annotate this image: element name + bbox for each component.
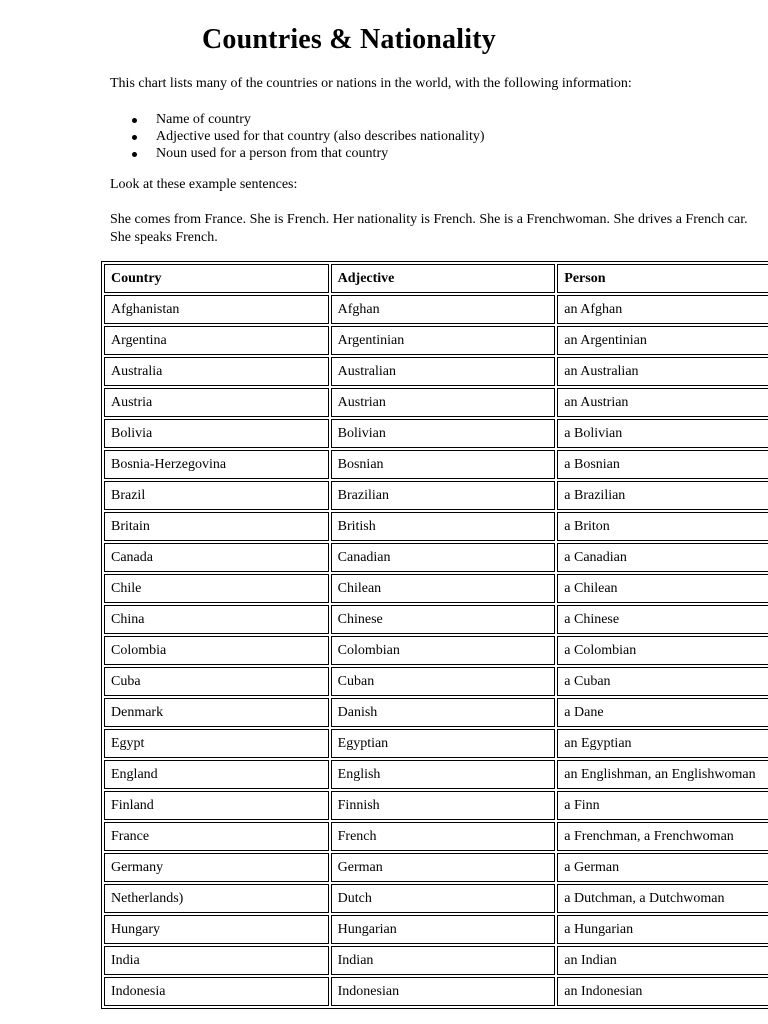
table-row bbox=[104, 946, 768, 975]
table-header-row bbox=[104, 264, 768, 293]
cell-adjective: Indonesian bbox=[331, 977, 556, 1006]
cell-person: an Indonesian bbox=[557, 977, 768, 1006]
cell-country: Denmark bbox=[104, 698, 329, 727]
cell-person: a Finn bbox=[557, 791, 768, 820]
cell-adjective: Brazilian bbox=[331, 481, 556, 510]
bullet-label: Noun used for a person from that country bbox=[156, 146, 389, 161]
cell-country: Egypt bbox=[104, 729, 329, 758]
cell-adjective: Finnish bbox=[331, 791, 556, 820]
cell-country: Cuba bbox=[104, 667, 329, 696]
cell-country: England bbox=[104, 760, 329, 789]
table-row bbox=[104, 729, 768, 758]
table-row bbox=[104, 419, 768, 448]
bullet-item bbox=[110, 128, 485, 145]
nationality-table-wrapper bbox=[101, 261, 768, 1024]
bullet-dot-icon bbox=[132, 135, 137, 140]
cell-person: an Austrian bbox=[557, 388, 768, 417]
table-row bbox=[104, 481, 768, 510]
cell-adjective: Afghan bbox=[331, 295, 556, 324]
cell-country: Austria bbox=[104, 388, 329, 417]
cell-country: Bosnia-Herzegovina bbox=[104, 450, 329, 479]
table-row bbox=[104, 791, 768, 820]
cell-adjective: Cuban bbox=[331, 667, 556, 696]
cell-person: an Australian bbox=[557, 357, 768, 386]
table-row bbox=[104, 605, 768, 634]
cell-person: a Cuban bbox=[557, 667, 768, 696]
cell-country: Hungary bbox=[104, 915, 329, 944]
bullet-label: Adjective used for that country (also describes nationality) bbox=[156, 129, 485, 144]
intro-text: This chart lists many of the countries or nations in the world, with the following information: bbox=[110, 76, 632, 91]
table-row bbox=[104, 326, 768, 355]
cell-country: Finland bbox=[104, 791, 329, 820]
cell-country: Argentina bbox=[104, 326, 329, 355]
cell-adjective: Bosnian bbox=[331, 450, 556, 479]
lead-text: Look at these example sentences: bbox=[110, 177, 298, 192]
cell-country: Afghanistan bbox=[104, 295, 329, 324]
cell-person: an Afghan bbox=[557, 295, 768, 324]
cell-adjective: Egyptian bbox=[331, 729, 556, 758]
cell-person: an Indian bbox=[557, 946, 768, 975]
cell-adjective: French bbox=[331, 822, 556, 851]
cell-country: Germany bbox=[104, 853, 329, 882]
bullet-item bbox=[110, 111, 485, 128]
cell-adjective: Danish bbox=[331, 698, 556, 727]
cell-adjective: Bolivian bbox=[331, 419, 556, 448]
cell-person: a Chilean bbox=[557, 574, 768, 603]
table-row bbox=[104, 357, 768, 386]
table-row bbox=[104, 574, 768, 603]
cell-person: a Dutchman, a Dutchwoman bbox=[557, 884, 768, 913]
cell-adjective: Chinese bbox=[331, 605, 556, 634]
info-bullet-list bbox=[110, 111, 485, 162]
nationality-table bbox=[101, 261, 768, 1009]
cell-person: a Canadian bbox=[557, 543, 768, 572]
cell-adjective: Dutch bbox=[331, 884, 556, 913]
bullet-dot-icon bbox=[132, 152, 137, 157]
cell-person: an Argentinian bbox=[557, 326, 768, 355]
cell-person: a Hungarian bbox=[557, 915, 768, 944]
page-title: Countries & Nationality bbox=[202, 24, 496, 55]
cell-person: a Bosnian bbox=[557, 450, 768, 479]
table-body bbox=[104, 295, 768, 1006]
cell-country: Brazil bbox=[104, 481, 329, 510]
cell-adjective: Hungarian bbox=[331, 915, 556, 944]
table-row bbox=[104, 698, 768, 727]
cell-person: an Egyptian bbox=[557, 729, 768, 758]
table-row bbox=[104, 822, 768, 851]
table-row bbox=[104, 512, 768, 541]
table-row bbox=[104, 667, 768, 696]
cell-adjective: English bbox=[331, 760, 556, 789]
table-row bbox=[104, 543, 768, 572]
cell-country: Indonesia bbox=[104, 977, 329, 1006]
table-row bbox=[104, 295, 768, 324]
cell-adjective: Indian bbox=[331, 946, 556, 975]
cell-country: Colombia bbox=[104, 636, 329, 665]
cell-adjective: Canadian bbox=[331, 543, 556, 572]
cell-adjective: Chilean bbox=[331, 574, 556, 603]
example-sentences: She comes from France. She is French. Her nationality is French. She is a Frenchwoman. She drives a French car. She speaks French. bbox=[110, 212, 748, 245]
cell-country: Britain bbox=[104, 512, 329, 541]
cell-adjective: Australian bbox=[331, 357, 556, 386]
cell-person: a Frenchman, a Frenchwoman bbox=[557, 822, 768, 851]
table-row bbox=[104, 760, 768, 789]
cell-country: Canada bbox=[104, 543, 329, 572]
table-row bbox=[104, 915, 768, 944]
cell-country: Bolivia bbox=[104, 419, 329, 448]
cell-country: China bbox=[104, 605, 329, 634]
cell-person: a Chinese bbox=[557, 605, 768, 634]
cell-adjective: Colombian bbox=[331, 636, 556, 665]
cell-adjective: Argentinian bbox=[331, 326, 556, 355]
header-person: Person bbox=[557, 264, 768, 293]
table-row bbox=[104, 450, 768, 479]
table-row bbox=[104, 388, 768, 417]
cell-adjective: German bbox=[331, 853, 556, 882]
cell-adjective: Austrian bbox=[331, 388, 556, 417]
header-adjective: Adjective bbox=[331, 264, 556, 293]
bullet-item bbox=[110, 145, 485, 162]
cell-person: a Dane bbox=[557, 698, 768, 727]
cell-person: a German bbox=[557, 853, 768, 882]
table-row bbox=[104, 977, 768, 1006]
cell-person: a Bolivian bbox=[557, 419, 768, 448]
cell-adjective: British bbox=[331, 512, 556, 541]
header-country: Country bbox=[104, 264, 329, 293]
cell-country: France bbox=[104, 822, 329, 851]
bullet-label: Name of country bbox=[156, 112, 251, 127]
cell-person: a Colombian bbox=[557, 636, 768, 665]
cell-country: Chile bbox=[104, 574, 329, 603]
cell-country: Netherlands) bbox=[104, 884, 329, 913]
table-row bbox=[104, 884, 768, 913]
table-row bbox=[104, 636, 768, 665]
cell-country: India bbox=[104, 946, 329, 975]
cell-person: a Briton bbox=[557, 512, 768, 541]
cell-person: a Brazilian bbox=[557, 481, 768, 510]
cell-person: an Englishman, an Englishwoman bbox=[557, 760, 768, 789]
table-row bbox=[104, 853, 768, 882]
cell-country: Australia bbox=[104, 357, 329, 386]
bullet-dot-icon bbox=[132, 118, 137, 123]
